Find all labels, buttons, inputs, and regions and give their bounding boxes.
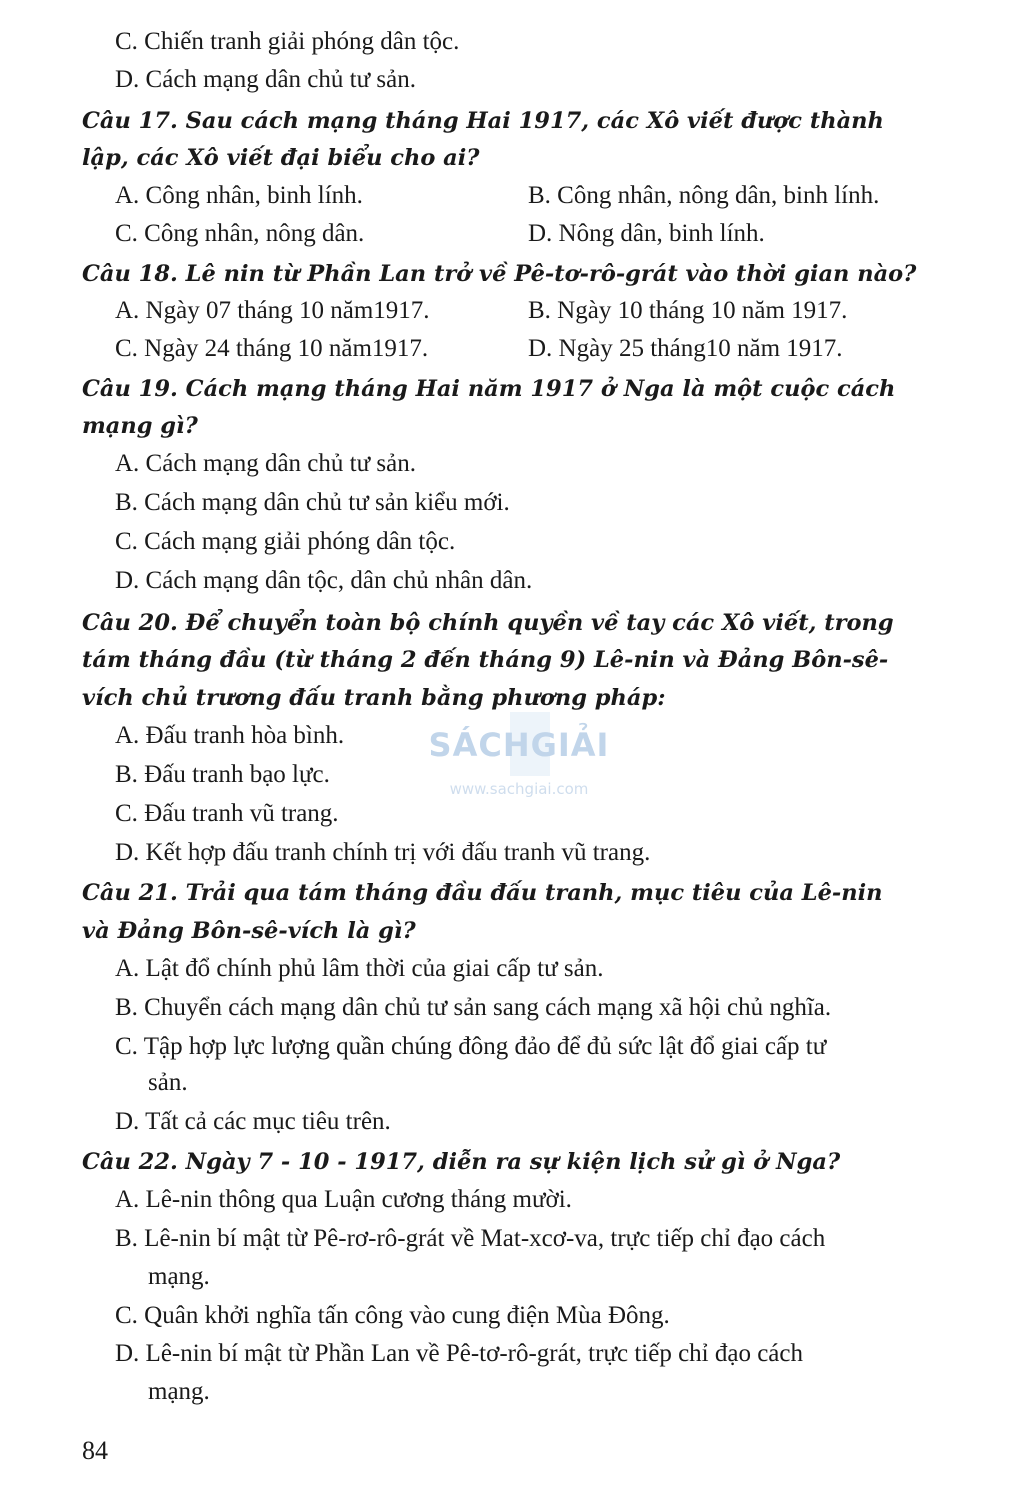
option-d-line: D. Cách mạng dân chủ tư sản. [115,66,416,93]
q22-option-b-cont: mạng. [148,1263,210,1290]
question-20-text: Câu 20. Để chuyển toàn bộ chính quyền về tay các Xô viết, trong [82,610,894,636]
q18-option-d: D. Ngày 25 tháng10 năm 1917. [528,335,843,362]
watermark-url: www.sachgiai.com [449,780,589,798]
question-21-text: Câu 21. Trải qua tám tháng đầu đấu tranh, mục tiêu của Lê-nin [82,880,883,906]
q17-option-a: A. Công nhân, binh lính. [115,182,363,209]
q20-option-b: B. Đấu tranh bạo lực. [115,761,330,788]
option-c-line: C. Chiến tranh giải phóng dân tộc. [115,28,460,55]
q22-option-a: A. Lê-nin thông qua Luận cương tháng mười. [115,1186,572,1213]
question-22-text: Câu 22. Ngày 7 - 10 - 1917, diễn ra sự kiện lịch sử gì ở Nga? [82,1149,841,1175]
q20-option-d: D. Kết hợp đấu tranh chính trị với đấu tranh vũ trang. [115,839,651,866]
q21-option-d: D. Tất cả các mục tiêu trên. [115,1108,391,1135]
q22-option-d: D. Lê-nin bí mật từ Phần Lan về Pê-tơ-rô-grát, trực tiếp chỉ đạo cách [115,1340,804,1367]
question-21-text-cont: và Đảng Bôn-sê-vích là gì? [82,918,416,944]
question-17-text-cont: lập, các Xô viết đại biểu cho ai? [82,145,480,171]
question-18-text: Câu 18. Lê nin từ Phần Lan trở về Pê-tơ-rô-grát vào thời gian nào? [82,261,917,287]
question-19-text-cont: mạng gì? [82,413,198,439]
q22-option-c: C. Quân khởi nghĩa tấn công vào cung điện Mùa Đông. [115,1302,670,1329]
q21-option-c: C. Tập hợp lực lượng quần chúng đông đảo để đủ sức lật đổ giai cấp tư [115,1033,827,1060]
question-17-text: Câu 17. Sau cách mạng tháng Hai 1917, các Xô viết được thành [82,108,884,134]
page-number: 84 [82,1436,108,1465]
question-20-text-cont: tám tháng đầu (từ tháng 2 đến tháng 9) Lê-nin và Đảng Bôn-sê- [82,647,889,673]
q21-option-b: B. Chuyển cách mạng dân chủ tư sản sang cách mạng xã hội chủ nghĩa. [115,994,832,1021]
q18-option-b: B. Ngày 10 tháng 10 năm 1917. [528,297,848,324]
q17-option-d: D. Nông dân, binh lính. [528,220,765,247]
q22-option-b: B. Lê-nin bí mật từ Pê-rơ-rô-grát về Mat-xcơ-va, trực tiếp chỉ đạo cách [115,1225,826,1252]
watermark-title: SÁCHGIẢI [428,726,610,764]
watermark-logo [414,712,624,802]
q18-option-a: A. Ngày 07 tháng 10 năm1917. [115,297,430,324]
q19-option-a: A. Cách mạng dân chủ tư sản. [115,450,416,477]
q19-option-b: B. Cách mạng dân chủ tư sản kiểu mới. [115,489,510,516]
q17-option-c: C. Công nhân, nông dân. [115,220,365,247]
q22-option-d-cont: mạng. [148,1378,210,1405]
q21-option-c-cont: sản. [148,1069,188,1096]
q20-option-c: C. Đấu tranh vũ trang. [115,800,339,827]
q19-option-c: C. Cách mạng giải phóng dân tộc. [115,528,456,555]
q19-option-d: D. Cách mạng dân tộc, dân chủ nhân dân. [115,567,533,594]
q17-option-b: B. Công nhân, nông dân, binh lính. [528,182,880,209]
question-20-text-cont2: vích chủ trương đấu tranh bằng phương pháp: [82,685,666,711]
q20-option-a: A. Đấu tranh hòa bình. [115,722,345,749]
q21-option-a: A. Lật đổ chính phủ lâm thời của giai cấp tư sản. [115,955,604,982]
q18-option-c: C. Ngày 24 tháng 10 năm1917. [115,335,429,362]
question-19-text: Câu 19. Cách mạng tháng Hai năm 1917 ở Nga là một cuộc cách [82,376,896,402]
